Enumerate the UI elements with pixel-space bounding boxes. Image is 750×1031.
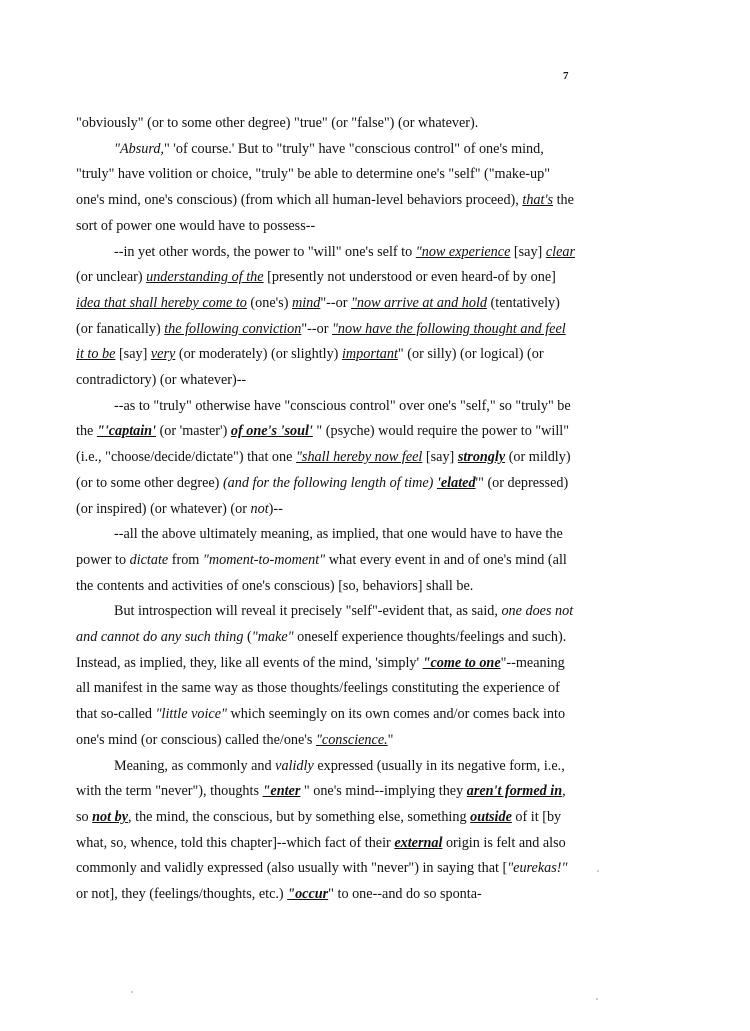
body-text (76, 111, 576, 908)
text-run: [say] (422, 449, 458, 466)
text-run: "conscience. (315, 731, 388, 748)
scan-speck (131, 991, 133, 993)
text-run: " (387, 731, 394, 748)
text-run: important (341, 346, 398, 363)
page-number: 7 (563, 70, 569, 82)
text-run: "now experience (415, 243, 511, 260)
text-run: origin is felt and also commonly and validly expressed (also usually with "never") in saying that [ (76, 834, 566, 877)
scan-speck (597, 870, 599, 872)
text-run: "now have the following thought and feel it to be (76, 320, 566, 363)
text-run: the sort of power one would have to possess-- (76, 192, 574, 234)
text-run: "'captain' (96, 423, 157, 440)
text-run: --in yet other words, the power to "will" one's self to (114, 243, 416, 260)
paragraph (76, 111, 576, 137)
text-run: " to one--and do so sponta- (328, 886, 482, 903)
text-run: not by (92, 808, 129, 825)
text-run: "make" (251, 629, 294, 646)
text-run: clear (545, 243, 575, 260)
text-run: , the mind, the conscious, but by something else, something (128, 808, 471, 825)
text-run: (one's) (246, 294, 292, 311)
text-run: --all the above ultimately meaning, as implied, that one would have to have the power to (76, 526, 563, 568)
text-run: "eurekas!" (507, 860, 568, 877)
text-run: "enter (262, 783, 301, 800)
text-run: But introspection will reveal it precisely "self"-evident that, as said, (114, 603, 502, 620)
text-run: (or moderately) (or slightly) (175, 346, 342, 363)
text-run: (and for the following length of time) (222, 474, 434, 491)
text-run: "come to one (422, 654, 501, 671)
text-run: " one's mind--implying they (300, 783, 467, 800)
text-run: what every event in and of one's mind (all the contents and activities of one's conscious) [so, behaviors] shall be. (76, 551, 567, 594)
text-run: external (394, 834, 443, 851)
text-run: (or mildly) (or to some other degree) (76, 449, 571, 491)
paragraph (76, 522, 576, 599)
text-run: which seemingly on its own comes and/or comes back into one's mind (or conscious) called the/one's (76, 706, 566, 748)
text-run: (tentatively) (or fanatically) (76, 294, 560, 337)
scan-speck (596, 998, 598, 1000)
text-run: outside (470, 808, 512, 825)
text-run: idea that shall hereby come to (76, 294, 247, 311)
text-run: that's (522, 192, 554, 209)
text-run: ( (243, 629, 252, 646)
paragraph (76, 754, 576, 908)
text-run: 'elated (436, 474, 476, 491)
text-run: (or unclear) (76, 269, 147, 286)
text-run: [presently not understood or even heard-of by one] (263, 269, 556, 286)
text-run: " (or silly) (or logical) (or contradictory) (or whatever)-- (76, 346, 544, 389)
text-run: Meaning, as commonly and (114, 757, 276, 774)
text-run: "Absurd, (114, 140, 164, 157)
text-run: mind (291, 294, 321, 311)
text-run: very (150, 346, 176, 363)
text-run: the following conviction (164, 320, 302, 337)
text-run: "little voice" (155, 706, 227, 723)
text-run: "--or (301, 320, 332, 337)
text-run: aren't formed in (466, 783, 563, 800)
paragraph (76, 394, 576, 523)
paragraph (76, 240, 576, 394)
text-run: from (168, 551, 203, 568)
text-run: --as to "truly" otherwise have "conscious control" over one's "self," so "truly" be the (76, 397, 571, 440)
text-run: oneself experience thoughts/feelings and such). Instead, as implied, they, like all events of the mind, 'simply' (76, 629, 567, 671)
text-run: "--meaning all manifest in the same way as those thoughts/feelings constituting the experience of that so-called (76, 654, 565, 723)
text-run: (or 'master') (156, 423, 231, 440)
text-run: " (psyche) would require the power to "will" (i.e., "choose/decide/dictate") that one (76, 423, 569, 466)
text-run: "--or (320, 294, 351, 311)
paragraph (76, 137, 576, 240)
text-run: strongly (457, 449, 506, 466)
text-run: not (250, 500, 269, 517)
text-run: of it [by what, so, whence, told this chapter]--which fact of their (76, 808, 562, 851)
text-run: "obviously" (or to some other degree) "true" (or "false") (or whatever). (76, 115, 479, 131)
text-run: '" (or depressed) (or inspired) (or whatever) (or (76, 474, 569, 517)
text-run: )-- (268, 500, 283, 517)
text-run: "moment-to-moment" (202, 551, 326, 568)
paragraph (76, 599, 576, 753)
text-run: "shall hereby now feel (295, 449, 423, 466)
text-run: expressed (usually in its negative form, i.e., with the term "never"), thoughts (76, 757, 565, 800)
text-run: "now arrive at and hold (350, 294, 487, 311)
text-run: understanding of the (146, 269, 264, 286)
text-run: "occur (287, 886, 329, 903)
text-run: validly (275, 757, 314, 774)
text-run: [say] (510, 243, 546, 260)
text-run: [say] (115, 346, 151, 363)
text-run: one does not and cannot do any such thing (76, 603, 574, 646)
text-run: or not], they (feelings/thoughts, etc.) (76, 886, 288, 903)
text-run: " 'of course.' But to "truly" have "conscious control" of one's mind, "truly" have volition or choice, "truly" be able to determine one's "self" ("make-up" one's mind, one's conscious) (from which all human-level behaviors proceed), (76, 140, 550, 209)
text-run: dictate (129, 551, 169, 568)
text-run: , so (76, 783, 566, 825)
text-run: of one's 'soul' (230, 423, 313, 440)
